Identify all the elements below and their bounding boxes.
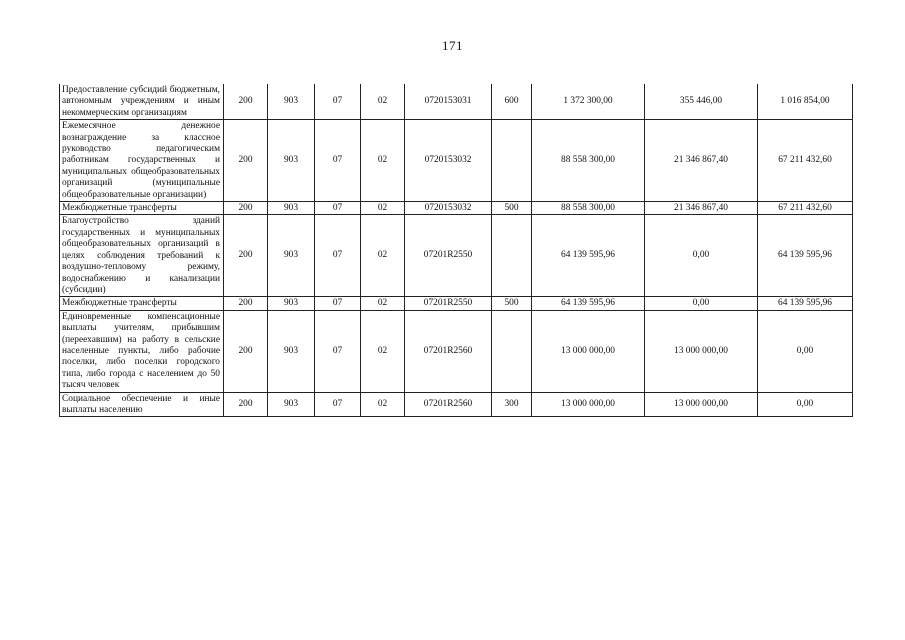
cell-razdel: 07 — [315, 297, 361, 310]
table-row — [60, 202, 853, 215]
cell-podrazdel: 02 — [361, 215, 405, 297]
cell-razdel: 07 — [315, 310, 361, 392]
cell-podrazdel: 02 — [361, 310, 405, 392]
cell-target-article: 0720153032 — [405, 120, 492, 202]
table-row — [60, 392, 853, 417]
cell-amount-remainder: 67 211 432,60 — [758, 120, 853, 202]
cell-amount-executed: 355 446,00 — [645, 84, 758, 120]
cell-amount-remainder: 1 016 854,00 — [758, 84, 853, 120]
cell-expense-type: 500 — [492, 297, 532, 310]
table-row — [60, 297, 853, 310]
cell-target-article: 07201R2550 — [405, 215, 492, 297]
row-description: Межбюджетные трансферты — [60, 202, 224, 215]
cell-grbs: 200 — [224, 84, 268, 120]
cell-glava: 903 — [268, 297, 315, 310]
cell-target-article: 07201R2550 — [405, 297, 492, 310]
cell-grbs: 200 — [224, 392, 268, 417]
cell-amount-plan: 1 372 300,00 — [532, 84, 645, 120]
cell-amount-executed: 21 346 867,40 — [645, 202, 758, 215]
cell-glava: 903 — [268, 120, 315, 202]
row-description: Предоставление субсидий бюджетным, автономным учреждениям и иным некоммерческим организациям — [60, 84, 224, 120]
row-description: Социальное обеспечение и иные выплаты населению — [60, 392, 224, 417]
cell-glava: 903 — [268, 202, 315, 215]
row-description: Ежемесячное денежное вознаграждение за классное руководство педагогическим работникам государственных и муниципальных общеобразовательных организаций (муниципальные общеобразовательные организации) — [60, 120, 224, 202]
cell-glava: 903 — [268, 84, 315, 120]
cell-amount-executed: 13 000 000,00 — [645, 310, 758, 392]
cell-razdel: 07 — [315, 84, 361, 120]
cell-amount-executed: 13 000 000,00 — [645, 392, 758, 417]
cell-target-article: 07201R2560 — [405, 392, 492, 417]
cell-razdel: 07 — [315, 392, 361, 417]
cell-grbs: 200 — [224, 297, 268, 310]
cell-razdel: 07 — [315, 120, 361, 202]
cell-amount-remainder: 0,00 — [758, 310, 853, 392]
cell-glava: 903 — [268, 392, 315, 417]
cell-expense-type: 300 — [492, 392, 532, 417]
cell-amount-executed: 0,00 — [645, 297, 758, 310]
cell-amount-remainder: 64 139 595,96 — [758, 215, 853, 297]
table-row — [60, 120, 853, 202]
cell-razdel: 07 — [315, 202, 361, 215]
cell-target-article: 0720153032 — [405, 202, 492, 215]
cell-glava: 903 — [268, 215, 315, 297]
cell-amount-executed: 21 346 867,40 — [645, 120, 758, 202]
table-row — [60, 310, 853, 392]
row-description: Благоустройство зданий государственных и муниципальных общеобразовательных организаций в целях соблюдения требований к воздушно-тепловому режиму, водоснабжению и канализации (субсидии) — [60, 215, 224, 297]
page-number: 171 — [442, 38, 463, 53]
cell-amount-remainder: 67 211 432,60 — [758, 202, 853, 215]
cell-amount-executed: 0,00 — [645, 215, 758, 297]
cell-grbs: 200 — [224, 310, 268, 392]
cell-amount-plan: 64 139 595,96 — [532, 297, 645, 310]
cell-podrazdel: 02 — [361, 120, 405, 202]
cell-expense-type: 500 — [492, 202, 532, 215]
cell-amount-remainder: 64 139 595,96 — [758, 297, 853, 310]
cell-expense-type — [492, 215, 532, 297]
cell-razdel: 07 — [315, 215, 361, 297]
cell-amount-plan: 88 558 300,00 — [532, 202, 645, 215]
cell-podrazdel: 02 — [361, 84, 405, 120]
cell-expense-type — [492, 120, 532, 202]
cell-amount-plan: 13 000 000,00 — [532, 392, 645, 417]
cell-podrazdel: 02 — [361, 202, 405, 215]
row-description: Единовременные компенсационные выплаты учителям, прибывшим (переехавшим) на работу в сельские населенные пункты, либо рабочие поселки, либо поселки городского типа, либо города с населением до 50 тысяч человек — [60, 310, 224, 392]
cell-expense-type — [492, 310, 532, 392]
cell-grbs: 200 — [224, 202, 268, 215]
cell-target-article: 07201R2560 — [405, 310, 492, 392]
cell-grbs: 200 — [224, 120, 268, 202]
budget-table — [59, 84, 853, 417]
cell-expense-type: 600 — [492, 84, 532, 120]
cell-podrazdel: 02 — [361, 392, 405, 417]
cell-amount-plan: 64 139 595,96 — [532, 215, 645, 297]
cell-amount-remainder: 0,00 — [758, 392, 853, 417]
table-row — [60, 215, 853, 297]
cell-amount-plan: 13 000 000,00 — [532, 310, 645, 392]
cell-target-article: 0720153031 — [405, 84, 492, 120]
cell-amount-plan: 88 558 300,00 — [532, 120, 645, 202]
cell-podrazdel: 02 — [361, 297, 405, 310]
cell-grbs: 200 — [224, 215, 268, 297]
cell-glava: 903 — [268, 310, 315, 392]
table-row — [60, 84, 853, 120]
row-description: Межбюджетные трансферты — [60, 297, 224, 310]
